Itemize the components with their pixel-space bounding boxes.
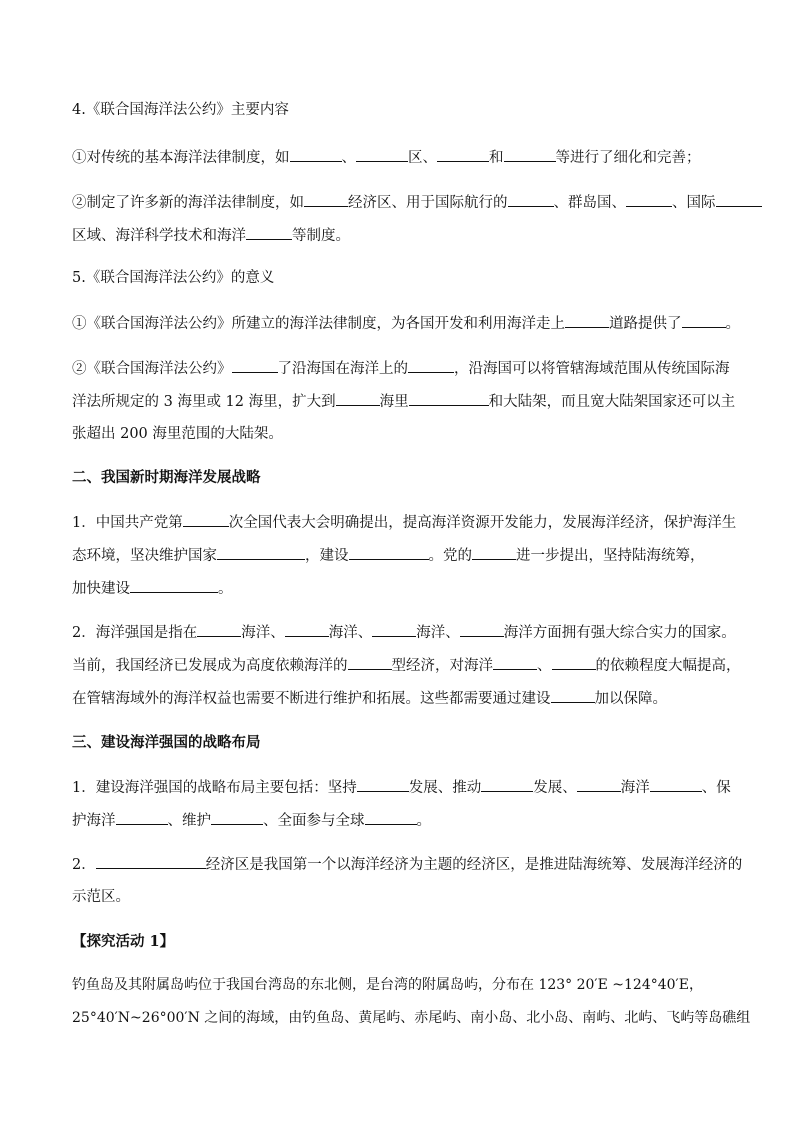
heading-2 [72, 468, 261, 488]
fill-blank [304, 192, 348, 207]
fill-blank [197, 622, 241, 637]
fill-blank [290, 147, 342, 162]
text-run: 经济区是我国第一个以海洋经济为主题的经济区，是推进陆海统筹、发展海洋经济的 [205, 857, 743, 873]
text-run: 护海洋 [72, 813, 116, 829]
fill-blank [348, 655, 392, 670]
text-run: 等制度。 [292, 228, 350, 244]
fill-blank [356, 147, 408, 162]
fill-blank [504, 147, 556, 162]
activity-title [72, 932, 174, 952]
text-run: 、保 [701, 780, 731, 796]
text-run: 、全面参与全球 [263, 813, 365, 829]
fill-blank [551, 688, 595, 703]
heading-3 [72, 733, 261, 753]
text-run: 、维护 [167, 813, 211, 829]
text-run: ，沿海国可以将管辖海域范围从传统国际海 [454, 361, 730, 377]
fill-blank [246, 225, 292, 240]
text-run: 海洋、 [328, 625, 373, 641]
fill-blank [650, 777, 702, 792]
text-run: ②《联合国海洋法公约》 [72, 361, 232, 377]
fill-blank [472, 545, 516, 560]
fill-blank [211, 810, 263, 825]
text-run: 次全国代表大会明确提出，提高海洋资源开发能力，发展海洋经济，保护海洋生 [228, 515, 737, 531]
text-run: 道路提供了 [609, 316, 682, 332]
text-run: 区、 [408, 150, 437, 166]
fill-blank [493, 655, 537, 670]
fill-blank [285, 622, 329, 637]
text-run: 1．建设海洋强国的战略布局主要包括：坚持 [72, 780, 357, 796]
para-1-line-2 [72, 545, 705, 566]
text-run: 、 [537, 658, 552, 674]
fill-blank [336, 391, 380, 406]
text-run: 进一步提出，坚持陆海统筹， [516, 548, 705, 564]
text-run: 2．海洋强国是指在 [72, 625, 198, 641]
section-5-title [72, 268, 274, 288]
text-run: ①对传统的基本海洋法律制度，如 [72, 150, 290, 166]
text-run: 和大陆架，而且宽大陆架国家还可以主 [488, 394, 736, 410]
para-1-line-3 [72, 578, 233, 599]
para-4-line-2 [72, 887, 130, 907]
text-run: 。 [416, 813, 431, 829]
para-3-line-2 [72, 810, 431, 831]
para-4-line-1 [72, 854, 742, 875]
fill-blank [372, 622, 416, 637]
text-run: 4.《联合国海洋法公约》主要内容 [72, 102, 289, 118]
text-run: 区域、海洋科学技术和海洋 [72, 228, 246, 244]
text-run: 、群岛国、 [553, 195, 626, 211]
fill-blank [217, 545, 305, 560]
text-run: 。党的 [428, 548, 472, 564]
text-run: 。 [218, 581, 233, 597]
activity-line-2 [72, 1008, 750, 1028]
fill-blank [508, 192, 554, 207]
text-run: 钓鱼岛及其附属岛屿位于我国台湾岛的东北侧，是台湾的附属岛屿，分布在 123° 20′E ~124°40′E， [72, 977, 703, 993]
text-run: 25°40′N~26°00′N 之间的海域，由钓鱼岛、黄尾屿、赤尾屿、南小岛、北小岛、南屿、北屿、飞屿等岛礁组 [72, 1010, 751, 1026]
text-run: 、 [341, 150, 356, 166]
para-1-line-1 [72, 512, 736, 533]
text-run: 了沿海国在海洋上的 [277, 361, 408, 377]
fill-blank [232, 358, 278, 373]
text-run: 洋法所规定的 3 海里或 12 海里，扩大到 [72, 394, 336, 410]
text-run: 型经济，对海洋 [391, 658, 493, 674]
fill-blank [116, 810, 168, 825]
section-4-line-2 [72, 192, 762, 213]
para-2-line-1 [72, 622, 736, 643]
fill-blank [365, 810, 417, 825]
text-run: 等进行了细化和完善； [555, 150, 701, 166]
text-run: 二、我国新时期海洋发展战略 [72, 469, 261, 486]
section-4-line-3 [72, 225, 350, 246]
text-run: 和 [489, 150, 504, 166]
text-run: 的依赖程度大幅提高， [595, 658, 741, 674]
text-run: 三、建设海洋强国的战略布局 [72, 734, 261, 751]
text-run: 示范区。 [72, 889, 130, 905]
fill-blank [408, 358, 454, 373]
fill-blank [130, 578, 218, 593]
fill-blank [437, 147, 489, 162]
fill-blank [349, 545, 429, 560]
text-run: 2． [72, 857, 96, 873]
fill-blank [183, 512, 229, 527]
fill-blank [96, 854, 206, 869]
section-5-line-3 [72, 391, 735, 412]
text-run: 发展、推动 [408, 780, 482, 796]
text-run: 加快建设 [72, 581, 130, 597]
fill-blank [481, 777, 533, 792]
text-run: 、国际 [672, 195, 716, 211]
text-run: 张超出 200 海里范围的大陆架。 [72, 426, 283, 442]
text-run: 在管辖海域外的海洋权益也需要不断进行维护和拓展。这些都需要通过建设 [72, 691, 551, 707]
para-2-line-3 [72, 688, 667, 709]
activity-line-1 [72, 975, 703, 995]
text-run: ②制定了许多新的海洋法律制度，如 [72, 195, 304, 211]
text-run: 海洋、 [241, 625, 285, 641]
text-run: 海洋 [620, 780, 650, 796]
fill-blank [716, 192, 762, 207]
section-5-line-1 [72, 313, 740, 334]
text-run: 当前，我国经济已发展成为高度依赖海洋的 [72, 658, 348, 674]
fill-blank [577, 777, 621, 792]
fill-blank [357, 777, 409, 792]
text-run: ①《联合国海洋法公约》所建立的海洋法律制度，为各国开发和利用海洋走上 [72, 316, 565, 332]
text-run: 1．中国共产党第 [72, 515, 183, 531]
text-run: 经济区、用于国际航行的 [348, 195, 508, 211]
fill-blank [409, 391, 489, 406]
para-2-line-2 [72, 655, 741, 676]
text-run: 5.《联合国海洋法公约》的意义 [72, 270, 275, 286]
section-5-line-4 [72, 424, 283, 444]
text-run: 海里 [379, 394, 409, 410]
text-run: 。 [725, 316, 740, 332]
text-run: 加以保障。 [594, 691, 667, 707]
text-run: 海洋方面拥有强大综合实力的国家。 [503, 625, 736, 641]
section-4-title [72, 100, 289, 120]
text-run: ，建设 [305, 548, 349, 564]
text-run: 态环境，坚决维护国家 [72, 548, 217, 564]
fill-blank [626, 192, 672, 207]
fill-blank [682, 313, 726, 328]
section-4-line-1 [72, 147, 701, 168]
fill-blank [552, 655, 596, 670]
text-run: 【探究活动 1】 [72, 933, 175, 950]
fill-blank [460, 622, 504, 637]
text-run: 发展、 [533, 780, 577, 796]
fill-blank [565, 313, 609, 328]
text-run: 海洋、 [416, 625, 460, 641]
section-5-line-2 [72, 358, 730, 379]
para-3-line-1 [72, 777, 731, 798]
